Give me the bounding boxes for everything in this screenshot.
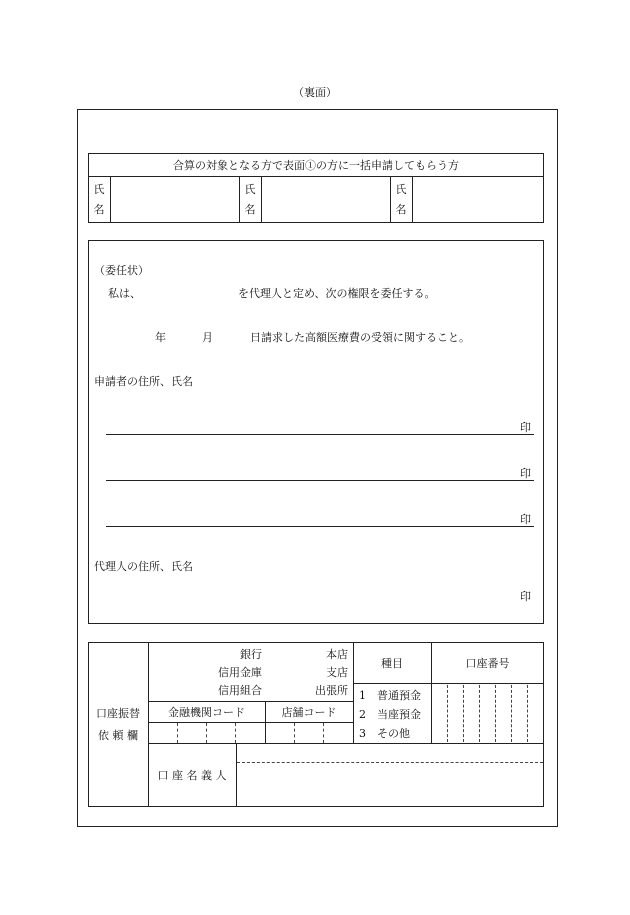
year-field[interactable] [110, 327, 152, 345]
institution-code-label: 金融機関コード [168, 706, 245, 719]
account-number-header: 口座番号 [465, 657, 510, 670]
branch-type-head: 本店 [326, 648, 348, 661]
name-label-2a: 氏 [244, 183, 256, 196]
batch-header: 合算の対象となる方で表面①の方に一括申請してもらう方 [173, 159, 459, 172]
name-field-1[interactable] [111, 177, 238, 222]
bank-name-field[interactable] [150, 644, 220, 698]
furigana-divider [237, 762, 543, 763]
bank-section-label-2: 依 頼 欄 [98, 729, 138, 742]
branch-type-branch: 支店 [326, 666, 348, 679]
applicant-label: 申請者の住所、氏名 [94, 375, 193, 388]
batch-divider [390, 176, 391, 223]
poa-year: 年 [155, 331, 166, 344]
name-label-3a: 氏 [395, 183, 407, 196]
applicant-field-1[interactable] [106, 410, 518, 434]
page-label: （裏面） [293, 86, 337, 99]
branch-name-field[interactable] [266, 644, 306, 698]
name-field-3[interactable] [413, 177, 543, 222]
branch-code-label: 店舗コード [281, 706, 337, 719]
institution-code-field[interactable] [149, 723, 264, 742]
bank-type-shinkin: 信用金庫 [218, 666, 262, 679]
kind-option-1[interactable]: 1 普通預金 [359, 689, 421, 702]
poa-month: 月 [202, 331, 213, 344]
branch-code-field[interactable] [266, 723, 352, 742]
poa-title: （委任状） [94, 264, 149, 277]
bank-section-label-1: 口座振替 [96, 707, 140, 720]
name-label-1a: 氏 [93, 183, 105, 196]
agent-address-field[interactable] [106, 578, 518, 604]
account-holder-kana-field[interactable] [238, 745, 542, 761]
applicant-field-2[interactable] [106, 456, 518, 480]
kind-option-2[interactable]: 2 当座預金 [359, 708, 421, 721]
seal-mark: 印 [520, 467, 531, 480]
poa-line1-prefix: 私は、 [108, 287, 141, 300]
poa-line1-suffix: を代理人と定め、次の権限を委任する。 [238, 287, 436, 300]
seal-mark: 印 [520, 590, 531, 603]
bank-type-kumiai: 信用組合 [218, 684, 262, 697]
bank-divider [236, 743, 237, 807]
account-number-field[interactable] [432, 684, 543, 742]
bank-divider [148, 743, 544, 744]
name-label-3b: 名 [395, 203, 407, 216]
day-field[interactable] [216, 327, 246, 345]
batch-divider [239, 176, 240, 223]
applicant-line-1 [106, 434, 534, 435]
applicant-line-3 [106, 526, 534, 527]
name-label-1b: 名 [93, 203, 105, 216]
agent-label: 代理人の住所、氏名 [94, 560, 193, 573]
name-label-2b: 名 [244, 203, 256, 216]
seal-mark: 印 [520, 513, 531, 526]
branch-type-office: 出張所 [315, 684, 348, 697]
kind-option-3[interactable]: 3 その他 [359, 727, 410, 740]
agent-name-field[interactable] [140, 284, 236, 302]
applicant-line-2 [106, 480, 534, 481]
account-holder-label: 口 座 名 義 人 [157, 769, 227, 782]
month-field[interactable] [168, 327, 198, 345]
bank-divider [148, 701, 353, 702]
poa-line2-suffix: 日請求した高額医療費の受領に関すること。 [250, 331, 470, 344]
seal-mark: 印 [520, 421, 531, 434]
bank-type-bank: 銀行 [240, 648, 262, 661]
name-field-2[interactable] [262, 177, 389, 222]
applicant-field-3[interactable] [106, 502, 518, 526]
account-holder-field[interactable] [238, 764, 542, 806]
kind-header: 種目 [381, 657, 403, 670]
